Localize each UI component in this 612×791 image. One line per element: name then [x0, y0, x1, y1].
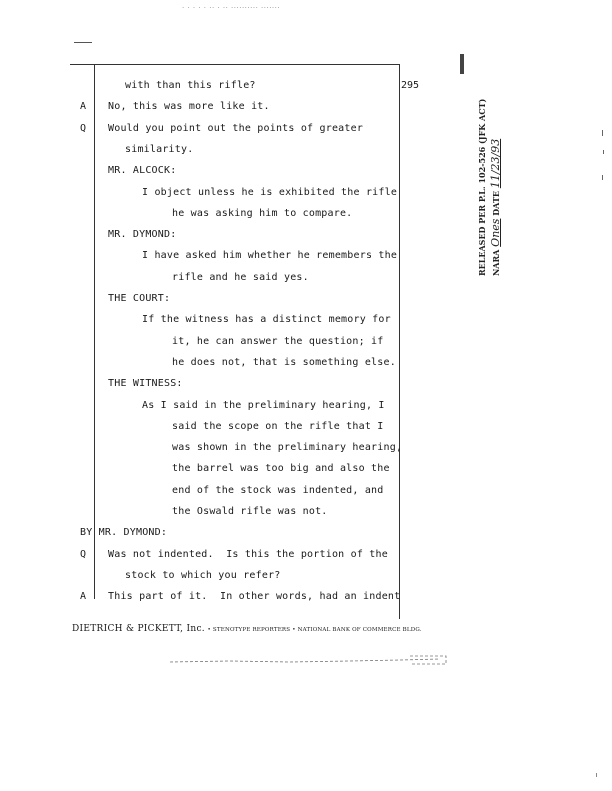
- transcript-line: stock to which you refer?: [125, 570, 281, 581]
- transcript-line: I object unless he is exhibited the rifle: [142, 187, 398, 198]
- transcript-line: the barrel was too big and also the: [172, 463, 390, 474]
- header-stamp: · · · · · ·· · ·· ·········· ·······: [182, 4, 281, 12]
- release-stamp: [476, 76, 516, 276]
- nara-label: NARA: [491, 249, 501, 276]
- transcript-line: No, this was more like it.: [108, 101, 270, 112]
- reviewer-initials: Ones: [489, 218, 502, 247]
- transcript-line: BY MR. DYMOND:: [80, 527, 168, 538]
- speaker-marker: Q: [80, 123, 87, 134]
- edge-specks: [600, 120, 606, 200]
- transcript-line: This part of it. In other words, had an indent: [108, 591, 401, 602]
- reporter-services: • STENOTYPE REPORTERS • NATIONAL BANK OF COMMERCE BLDG.: [207, 627, 422, 633]
- corner-specks: [594, 770, 604, 780]
- date-label: DATE: [491, 191, 501, 216]
- transcript-line: it, he can answer the question; if: [172, 336, 384, 347]
- page-number: 295: [401, 80, 420, 91]
- reporter-footer: [72, 624, 422, 634]
- transcript-line: he was asking him to compare.: [172, 208, 353, 219]
- edge-mark: [460, 54, 464, 74]
- transcript-line: THE WITNESS:: [108, 378, 183, 389]
- transcript-line: was shown in the preliminary hearing,: [172, 442, 403, 453]
- release-stamp-line2: [489, 76, 503, 276]
- footer-scribble: [170, 654, 450, 666]
- reporter-firm: DIETRICH & PICKETT, Inc.: [72, 624, 205, 634]
- transcript-line: rifle and he said yes.: [172, 272, 309, 283]
- speaker-marker: A: [80, 101, 87, 112]
- top-rule: [70, 64, 400, 65]
- release-stamp-line1: RELEASED PER P.L. 102-526 (JFK ACT): [477, 98, 487, 276]
- right-margin-line: [399, 64, 400, 619]
- transcript-line: Would you point out the points of greater: [108, 123, 364, 134]
- transcript-line: MR. DYMOND:: [108, 229, 177, 240]
- release-date: 11/23/93: [489, 138, 502, 189]
- transcript-line: MR. ALCOCK:: [108, 165, 177, 176]
- transcript-line: the Oswald rifle was not.: [172, 506, 328, 517]
- transcript-line: said the scope on the rifle that I: [172, 421, 384, 432]
- speaker-marker: A: [80, 591, 87, 602]
- speaker-marker: Q: [80, 549, 87, 560]
- transcript-line: If the witness has a distinct memory for: [142, 314, 391, 325]
- transcript-line: with than this rifle?: [125, 80, 256, 91]
- transcript-line: Was not indented. Is this the portion of the: [108, 549, 388, 560]
- transcript-line: I have asked him whether he remembers the: [142, 250, 398, 261]
- transcript-line: similarity.: [125, 144, 194, 155]
- margin-dash: [74, 42, 92, 43]
- transcript-line: As I said in the preliminary hearing, I: [142, 400, 385, 411]
- left-margin-line: [94, 64, 95, 599]
- transcript-line: THE COURT:: [108, 293, 171, 304]
- transcript-line: end of the stock was indented, and: [172, 485, 384, 496]
- transcript-line: he does not, that is something else.: [172, 357, 396, 368]
